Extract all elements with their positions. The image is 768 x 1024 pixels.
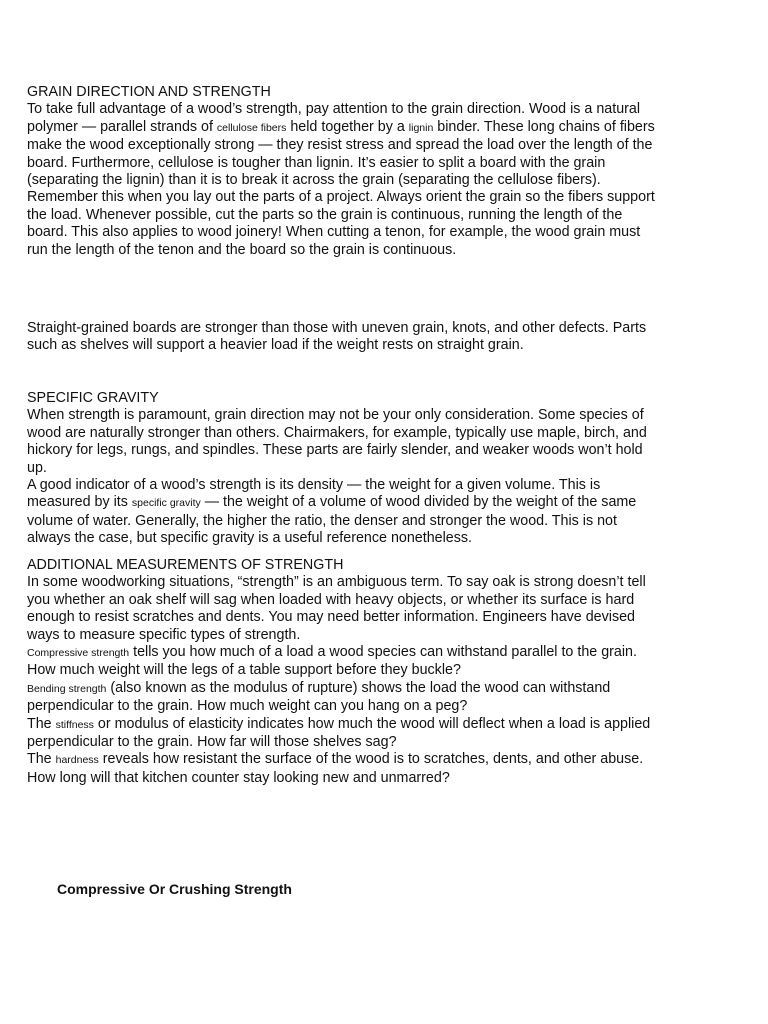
compressive-strength-text: tells you how much of a load a wood species can withstand parallel to the grain. How much weight will the legs of a table support before they buckle? <box>27 644 637 679</box>
straight-grain-paragraph: Straight-grained boards are stronger than those with uneven grain, knots, and other defects. Parts such as shelves will support a heavier load if the weight rests on straight grain. <box>27 320 647 354</box>
stiffness-text: or modulus of elasticity indicates how much the wood will deflect when a load is applied perpendicular to the grain. How far will those shelves sag? <box>27 715 651 751</box>
additional-measurements-heading: ADDITIONAL MEASUREMENTS OF STRENGTH <box>27 557 344 573</box>
additional-paragraph-1: In some woodworking situations, “strength” is an ambiguous term. To say oak is strong doesn’t tell you whether an oak shelf will sag when loaded with heavy objects, or whether its surface is hard enough to resist scratches and dents. You may need better information. Engineers have devised ways to measure specific types of strength. <box>27 574 646 643</box>
bending-strength-paragraph <box>27 680 657 716</box>
stiffness-pre: The <box>27 715 56 732</box>
grain-paragraph-1 <box>27 101 657 189</box>
hardness-paragraph <box>27 751 657 787</box>
stiffness-term: stiffness <box>55 718 94 731</box>
additional-measurements-section <box>27 557 657 787</box>
gravity-p2-text-b: — the weight of a volume of wood divided by the weight of the same volume of water. Generally, the higher the ratio, the denser and stronger the wood. This is not always the case, but specific gravity is a useful reference nonetheless. <box>27 494 637 547</box>
grain-paragraph-2: Remember this when you lay out the parts of a project. Always orient the grain so the fibers support the load. Whenever possible, cut the parts so the grain is continuous, running the length of the board. This also applies to wood joinery! When cutting a tenon, for example, the wood grain must run the length of the tenon and the board so the grain is continuous. <box>27 189 655 258</box>
compressive-crushing-strength-title: Compressive Or Crushing Strength <box>57 881 292 897</box>
specific-gravity-heading: SPECIFIC GRAVITY <box>27 390 159 406</box>
hardness-text: reveals how resistant the surface of the wood is to scratches, dents, and other abuse. How long will that kitchen counter stay looking new and unmarred? <box>27 751 644 786</box>
stiffness-paragraph <box>27 716 657 752</box>
lignin-term: lignin <box>408 121 434 134</box>
gravity-p2-text-a: A good indicator of a wood’s strength is its density — the weight for a given volume. This is measured by its <box>27 477 601 511</box>
grain-p1-text-a: To take full advantage of a wood’s strength, pay attention to the grain direction. Wood is a natural polymer — parallel strands of <box>27 101 641 135</box>
hardness-pre: The <box>27 751 56 768</box>
bending-strength-text: (also known as the modulus of rupture) shows the load the wood can withstand perpendicular to the grain. How much weight can you hang on a peg? <box>27 679 611 715</box>
bending-strength-term: Bending strength <box>27 682 107 695</box>
grain-p1-text-b: held together by a <box>286 118 409 135</box>
gravity-paragraph-2 <box>27 477 657 548</box>
specific-gravity-term: specific gravity <box>131 497 201 510</box>
cellulose-fibers-term: cellulose fibers <box>216 121 287 134</box>
grain-p1-text-c: binder. These long chains of fibers make the wood exceptionally strong — they resist stress and spread the load over the length of the board. Furthermore, cellulose is tougher than lignin. It’s easier to split a board with the grain (separating the lignin) than it is to break it across the grain (separating the cellulose fibers). <box>27 118 655 189</box>
straight-grain-section <box>27 320 657 355</box>
compressive-strength-paragraph <box>27 644 657 680</box>
compressive-strength-term: Compressive strength <box>27 647 130 660</box>
hardness-term: hardness <box>55 754 99 767</box>
grain-direction-section <box>27 84 657 259</box>
gravity-paragraph-1: When strength is paramount, grain direction may not be your only consideration. Some species of wood are naturally stronger than others. Chairmakers, for example, typically use maple, birch, and hickory for legs, rungs, and spindles. These parts are fairly slender, and weaker woods won’t hold up. <box>27 407 647 476</box>
specific-gravity-section <box>27 390 657 548</box>
grain-direction-heading: GRAIN DIRECTION AND STRENGTH <box>27 84 271 100</box>
